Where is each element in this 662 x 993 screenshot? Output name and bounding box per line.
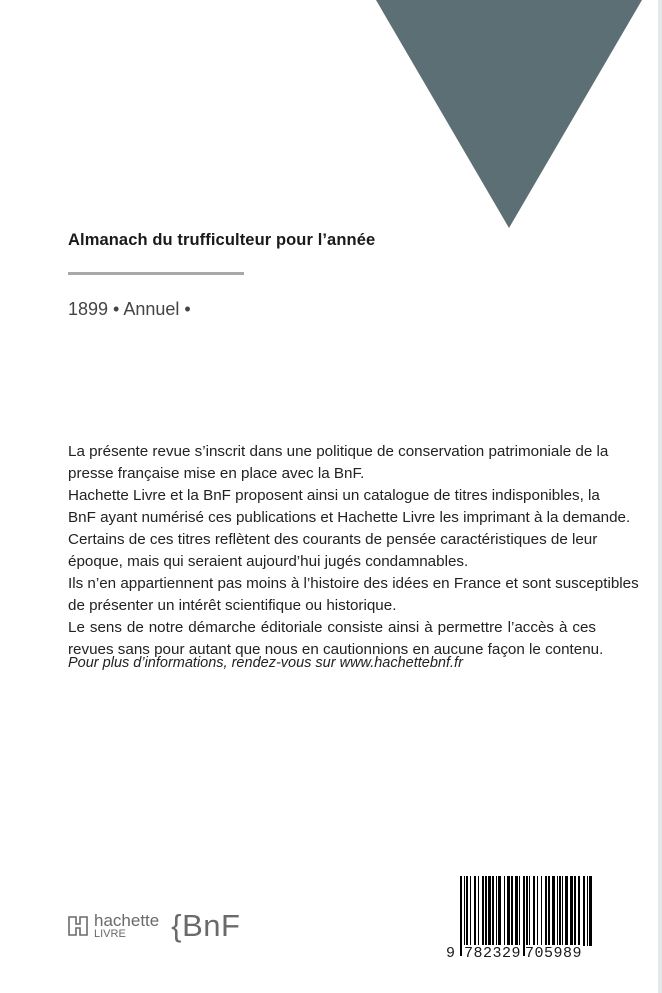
- paragraph: [68, 573, 639, 617]
- text-line: époque, mais qui seraient aujourd’hui jugés condamnables.: [68, 553, 469, 570]
- barcode-bar: [565, 876, 568, 946]
- barcode-bar: [466, 876, 468, 946]
- text-line: de présenter un intérêt scientifique ou historique.: [68, 597, 397, 614]
- hachette-logo-icon: [68, 914, 88, 938]
- barcode-bar: [492, 876, 494, 946]
- barcode-bar: [504, 876, 505, 946]
- barcode-bar: [519, 876, 520, 946]
- barcode-bar: [474, 876, 476, 946]
- book-title: Almanach du trufficulteur pour l’année: [68, 231, 376, 249]
- text-line: revues sans pour autant que nous en cautionnions en aucune façon le contenu.: [68, 641, 604, 658]
- barcode-bar: [460, 876, 462, 956]
- text-line: La présente revue s’inscrit dans une politique de conservation patrimoniale de la: [68, 443, 609, 460]
- barcode-bar: [529, 876, 530, 946]
- barcode-digits: [446, 945, 596, 962]
- barcode-bar: [464, 876, 465, 946]
- text-line: BnF ayant numérisé ces publications et Hachette Livre les imprimant à la demande.: [68, 509, 631, 526]
- barcode-bar: [583, 876, 585, 946]
- barcode-bar: [559, 876, 561, 946]
- barcode-digit-group: 782329: [464, 945, 522, 962]
- text-line: Ils n’en appartiennent pas moins à l’histoire des idées en France et sont susceptibles: [68, 575, 639, 592]
- barcode-bar: [496, 876, 497, 946]
- text-line: presse française mise en place avec la BnF.: [68, 465, 365, 482]
- barcode-bar: [485, 876, 487, 946]
- text-line: Le sens de notre démarche éditoriale consiste ainsi à permettre l’accès à ces: [68, 619, 596, 636]
- barcode-bar: [498, 876, 501, 946]
- book-subtitle: 1899 • Annuel •: [68, 299, 191, 319]
- barcode-bar: [507, 876, 510, 946]
- text-line: Hachette Livre et la BnF proposent ainsi un catalogue de titres indisponibles, la: [68, 487, 600, 504]
- publisher-logos: [68, 908, 240, 944]
- barcode-bar: [515, 876, 518, 946]
- barcode-bar: [478, 876, 479, 946]
- isbn-barcode: [446, 874, 596, 970]
- barcode-bar: [557, 876, 558, 946]
- barcode-bar: [511, 876, 513, 946]
- barcode-bar: [589, 876, 592, 946]
- barcode-bar: [470, 876, 471, 946]
- livre-wordmark: LIVRE: [94, 928, 126, 940]
- barcode-bar: [562, 876, 563, 946]
- barcode-bar: [488, 876, 491, 946]
- page-edge: [658, 0, 662, 993]
- barcode-bar: [537, 876, 538, 946]
- hachette-wordmark: hachette: [94, 911, 160, 930]
- barcode-bar: [587, 876, 588, 946]
- more-info-text: Pour plus d’informations, rendez-vous sur www.hachettebnf.fr: [68, 655, 463, 671]
- barcode-bar: [533, 876, 535, 946]
- barcode-bar: [578, 876, 580, 946]
- decorative-triangle: [376, 0, 642, 228]
- barcode-bar: [482, 876, 484, 946]
- barcode-bar: [523, 876, 525, 956]
- barcode-bar: [552, 876, 555, 946]
- barcode-bar: [574, 876, 576, 946]
- barcode-bar: [570, 876, 573, 946]
- barcode-bar: [548, 876, 550, 946]
- bnf-logo: {BnF: [171, 908, 241, 943]
- hachette-livre-logo: [94, 912, 159, 940]
- barcode-digit-prefix: 9: [446, 945, 460, 962]
- barcode-bar: [541, 876, 542, 946]
- title-divider: [68, 272, 244, 275]
- paragraph: [68, 441, 609, 485]
- barcode-bar: [545, 876, 547, 946]
- barcode-digit-group: 705989: [525, 945, 583, 962]
- paragraph: [68, 529, 596, 573]
- text-line: Certains de ces titres reflètent des courants de pensée caractéristiques de leur: [68, 531, 598, 548]
- description-text: [68, 441, 639, 661]
- barcode-bar: [526, 876, 528, 946]
- paragraph: [68, 485, 631, 529]
